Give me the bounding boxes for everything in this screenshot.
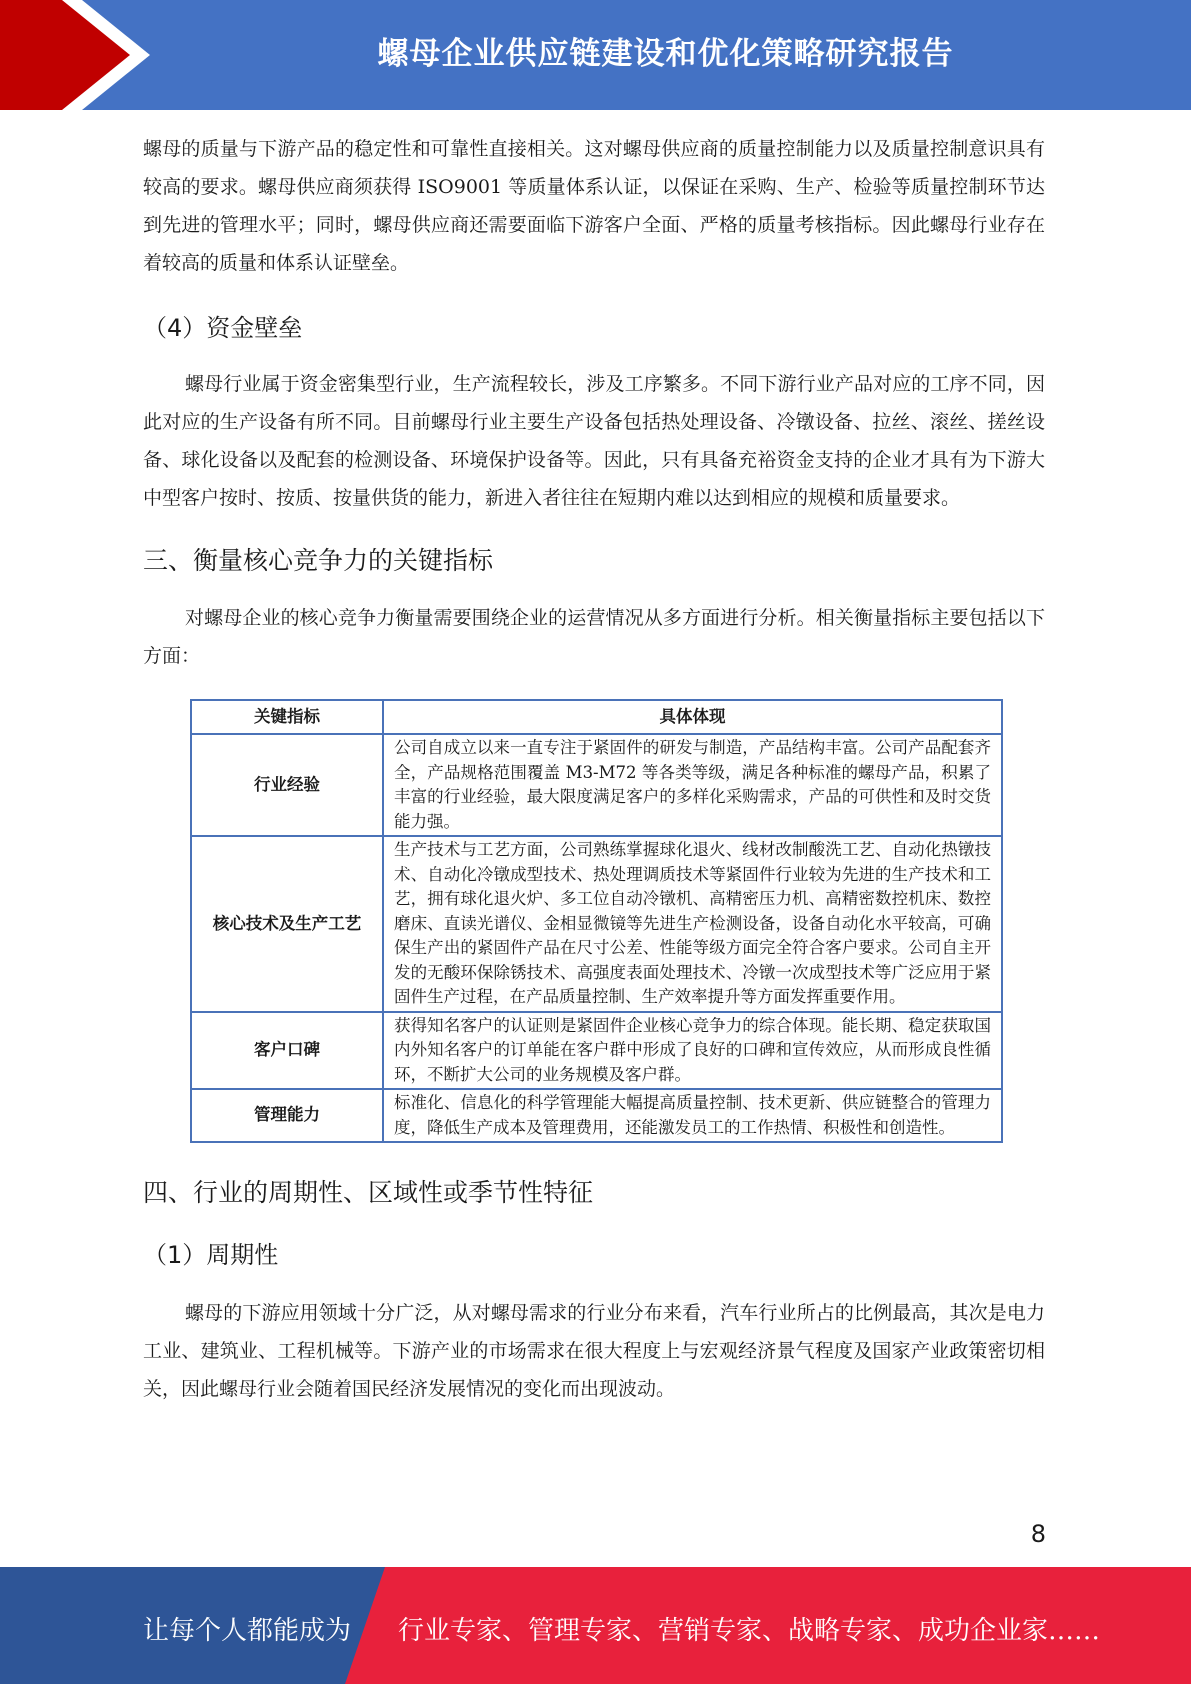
paragraph-periodicity: 螺母的下游应用领域十分广泛，从对螺母需求的行业分布来看，汽车行业所占的比例最高，其次是电力工业、建筑业、工程机械等。下游产业的市场需求在很大程度上与宏观经济景气程度及国家产业政策密切相关，因此螺母行业会随着国民经济发展情况的变化而出现波动。	[143, 1302, 1045, 1400]
report-title: 螺母企业供应链建设和优化策略研究报告	[377, 36, 954, 72]
table-header-indicator: 关键指标	[191, 700, 383, 734]
heading-periodicity: （1）周期性	[143, 1241, 279, 1269]
table-header-detail: 具体体现	[383, 700, 1002, 734]
paragraph-capital-barrier: 螺母行业属于资金密集型行业，生产流程较长，涉及工序繁多。不同下游行业产品对应的工序不同，因此对应的生产设备有所不同。目前螺母行业主要生产设备包括热处理设备、冷镦设备、拉丝、滚丝、搓丝设备、球化设备以及配套的检测设备、环境保护设备等。因此，只有具备充裕资金支持的企业才具有为下游大中型客户按时、按质、按量供货的能力，新进入者往往在短期内难以达到相应的规模和质量要求。	[143, 373, 1045, 509]
key-indicators-table	[190, 699, 1003, 1143]
page-number: 8	[1030, 1520, 1046, 1548]
table-row	[191, 1012, 1002, 1090]
footer-slogan-left: 让每个人都能成为	[143, 1616, 352, 1646]
paragraph-key-indicators-intro: 对螺母企业的核心竞争力衡量需要围绕企业的运营情况从多方面进行分析。相关衡量指标主要包括以下方面：	[143, 607, 1045, 667]
table-row	[191, 836, 1002, 1012]
table-cell-key: 行业经验	[191, 734, 383, 836]
page-footer	[0, 1567, 1191, 1684]
table-cell-key: 客户口碑	[191, 1012, 383, 1090]
table-cell-key: 管理能力	[191, 1089, 383, 1142]
page-content	[143, 130, 1045, 1408]
heading-capital-barrier: （4）资金壁垒	[143, 314, 303, 342]
table-cell-value: 公司自成立以来一直专注于紧固件的研发与制造，产品结构丰富。公司产品配套齐全，产品规格范围覆盖 M3-M72 等各类等级，满足各种标准的螺母产品，积累了丰富的行业经验，最大限度满足客户的多样化采购需求，产品的可供性和及时交货能力强。	[383, 734, 1002, 836]
table-row	[191, 734, 1002, 836]
paragraph-quality-barrier: 螺母的质量与下游产品的稳定性和可靠性直接相关。这对螺母供应商的质量控制能力以及质量控制意识具有较高的要求。螺母供应商须获得 ISO9001 等质量体系认证，以保证在采购、生产、检验等质量控制环节达到先进的管理水平；同时，螺母供应商还需要面临下游客户全面、严格的质量考核指标。因此螺母行业存在着较高的质量和体系认证壁垒。	[143, 138, 1045, 274]
header-arrow-decoration	[0, 0, 160, 110]
table-row	[191, 1089, 1002, 1142]
table-cell-value: 生产技术与工艺方面，公司熟练掌握球化退火、线材改制酸洗工艺、自动化热镦技术、自动化冷镦成型技术、热处理调质技术等紧固件行业较为先进的生产技术和工艺，拥有球化退火炉、多工位自动冷镦机、高精密压力机、高精密数控机床、数控磨床、直读光谱仪、金相显微镜等先进生产检测设备，设备自动化水平较高，可确保生产出的紧固件产品在尺寸公差、性能等级方面完全符合客户要求。公司自主开发的无酸环保除锈技术、高强度表面处理技术、冷镦一次成型技术等广泛应用于紧固件生产过程，在产品质量控制、生产效率提升等方面发挥重要作用。	[383, 836, 1002, 1012]
table-cell-value: 获得知名客户的认证则是紧固件企业核心竞争力的综合体现。能长期、稳定获取国内外知名客户的订单能在客户群中形成了良好的口碑和宣传效应，从而形成良性循环，不断扩大公司的业务规模及客户群。	[383, 1012, 1002, 1090]
heading-cyclicality: 四、行业的周期性、区域性或季节性特征	[143, 1178, 594, 1207]
page-header	[0, 0, 1191, 110]
table-header-row	[191, 700, 1002, 734]
heading-key-indicators: 三、衡量核心竞争力的关键指标	[143, 546, 494, 575]
table-cell-value: 标准化、信息化的科学管理能大幅提高质量控制、技术更新、供应链整合的管理力度，降低生产成本及管理费用，还能激发员工的工作热情、积极性和创造性。	[383, 1089, 1002, 1142]
footer-slogan-right: 行业专家、管理专家、营销专家、战略专家、成功企业家……	[398, 1616, 1101, 1646]
table-cell-key: 核心技术及生产工艺	[191, 836, 383, 1012]
